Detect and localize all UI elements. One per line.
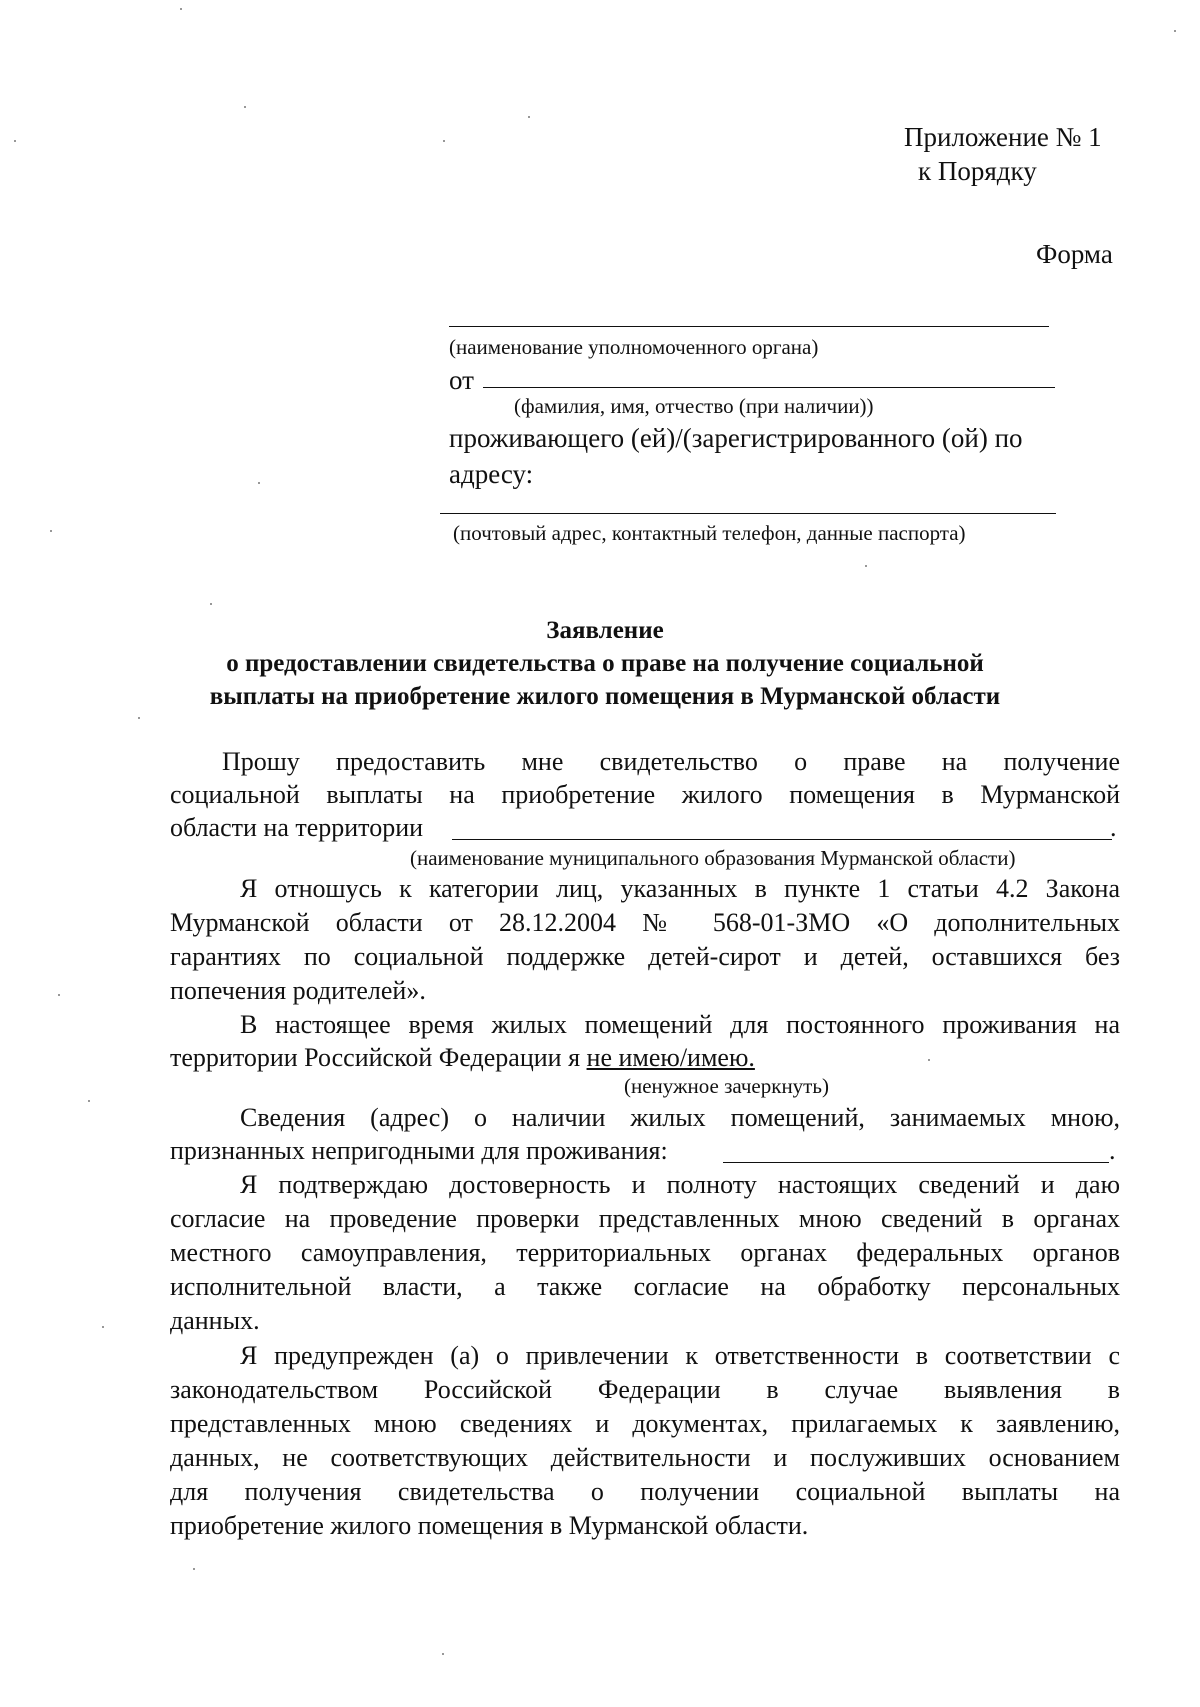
scan-speck (102, 1326, 104, 1328)
municipality-caption: (наименование муниципального образования Мурманской области) (410, 846, 1016, 870)
applicant-name-input-line[interactable] (483, 387, 1055, 388)
scan-speck (1174, 30, 1176, 32)
p4-line1: Сведения (адрес) о наличии жилых помещений, занимаемых мною, (240, 1103, 1120, 1132)
p6-line2: законодательством Российской Федерации в случае выявления в (170, 1375, 1120, 1404)
housing-status-option[interactable]: не имею/имею. (586, 1043, 755, 1072)
appendix-label: Приложение № 1 (904, 122, 1102, 152)
p3-line2 (170, 1041, 755, 1075)
p5-line5: данных. (170, 1306, 260, 1335)
scan-speck (258, 482, 260, 484)
p3-line2-text: территории Российской Федерации я (170, 1043, 587, 1072)
p3-line1: В настоящее время жилых помещений для постоянного проживания на (240, 1010, 1120, 1039)
p5-line3: местного самоуправления, территориальных органах федеральных органов (170, 1238, 1120, 1267)
address-caption: (почтовый адрес, контактный телефон, данные паспорта) (453, 521, 966, 545)
authority-input-line[interactable] (449, 326, 1049, 327)
strike-caption: (ненужное зачеркнуть) (624, 1074, 829, 1098)
p5-line1: Я подтверждаю достоверность и полноту настоящих сведений и даю (240, 1170, 1120, 1199)
scan-speck (928, 1059, 930, 1061)
authority-caption: (наименование уполномоченного органа) (449, 335, 819, 359)
p1-line3 (170, 811, 423, 845)
scan-speck (193, 1568, 195, 1570)
p1-line2: социальной выплаты на приобретение жилого помещения в Мурманской (170, 780, 1120, 809)
residing-text: проживающего (ей)/(зарегистрированного (ой) по (449, 423, 1023, 453)
scan-speck (244, 106, 246, 108)
scan-speck (528, 116, 530, 118)
scan-speck (58, 994, 60, 996)
scan-speck (865, 565, 867, 567)
order-reference: к Порядку (918, 156, 1037, 186)
p2-line3: гарантиях по социальной поддержке детей-сирот и детей, оставшихся без (170, 942, 1120, 971)
from-label: от (449, 365, 474, 395)
p4-line2-end: . (1109, 1136, 1116, 1165)
scan-speck (180, 8, 182, 10)
scan-speck (442, 1653, 444, 1655)
p6-line6: приобретение жилого помещения в Мурманской области. (170, 1511, 809, 1540)
p6-line1: Я предупрежден (а) о привлечении к ответственности в соответствии с (240, 1341, 1120, 1370)
p2-line2: Мурманской области от 28.12.2004 № 568-01-ЗМО «О дополнительных (170, 908, 1120, 937)
address-label: адресу: (449, 459, 534, 489)
scan-speck (210, 603, 212, 605)
address-input-line[interactable] (440, 513, 1056, 514)
scan-speck (443, 140, 445, 142)
p1-line3-end: . (1110, 813, 1117, 842)
unfit-housing-input-line[interactable] (723, 1162, 1109, 1163)
scan-speck (88, 1100, 90, 1102)
p1-line1: Прошу предоставить мне свидетельство о праве на получение (222, 747, 1120, 776)
p5-line2: согласие на проведение проверки представленных мною сведений в органах (170, 1204, 1120, 1233)
document-title: Заявление (546, 617, 664, 644)
p5-line4: исполнительной власти, а также согласие на обработку персональных (170, 1272, 1120, 1301)
municipality-input-line[interactable] (452, 839, 1112, 840)
scan-speck (138, 717, 140, 719)
form-label: Форма (1036, 239, 1113, 269)
document-subtitle-line1: о предоставлении свидетельства о праве на получение социальной (226, 650, 984, 677)
p4-line2: признанных непригодными для проживания: (170, 1136, 668, 1165)
p6-line3: представленных мною сведениях и документах, прилагаемых к заявлению, (170, 1409, 1120, 1438)
name-caption: (фамилия, имя, отчество (при наличии)) (514, 394, 874, 418)
document-subtitle-line2: выплаты на приобретение жилого помещения в Мурманской области (209, 683, 1001, 710)
p6-line4: данных, не соответствующих действительности и послуживших основанием (170, 1443, 1120, 1472)
scan-speck (14, 140, 16, 142)
p2-line4: попечения родителей». (170, 976, 426, 1005)
scan-speck (50, 530, 52, 532)
p2-line1: Я отношусь к категории лиц, указанных в пункте 1 статьи 4.2 Закона (240, 874, 1120, 903)
p6-line5: для получения свидетельства о получении социальной выплаты на (170, 1477, 1120, 1506)
p1-line3-text: области на территории (170, 813, 424, 842)
